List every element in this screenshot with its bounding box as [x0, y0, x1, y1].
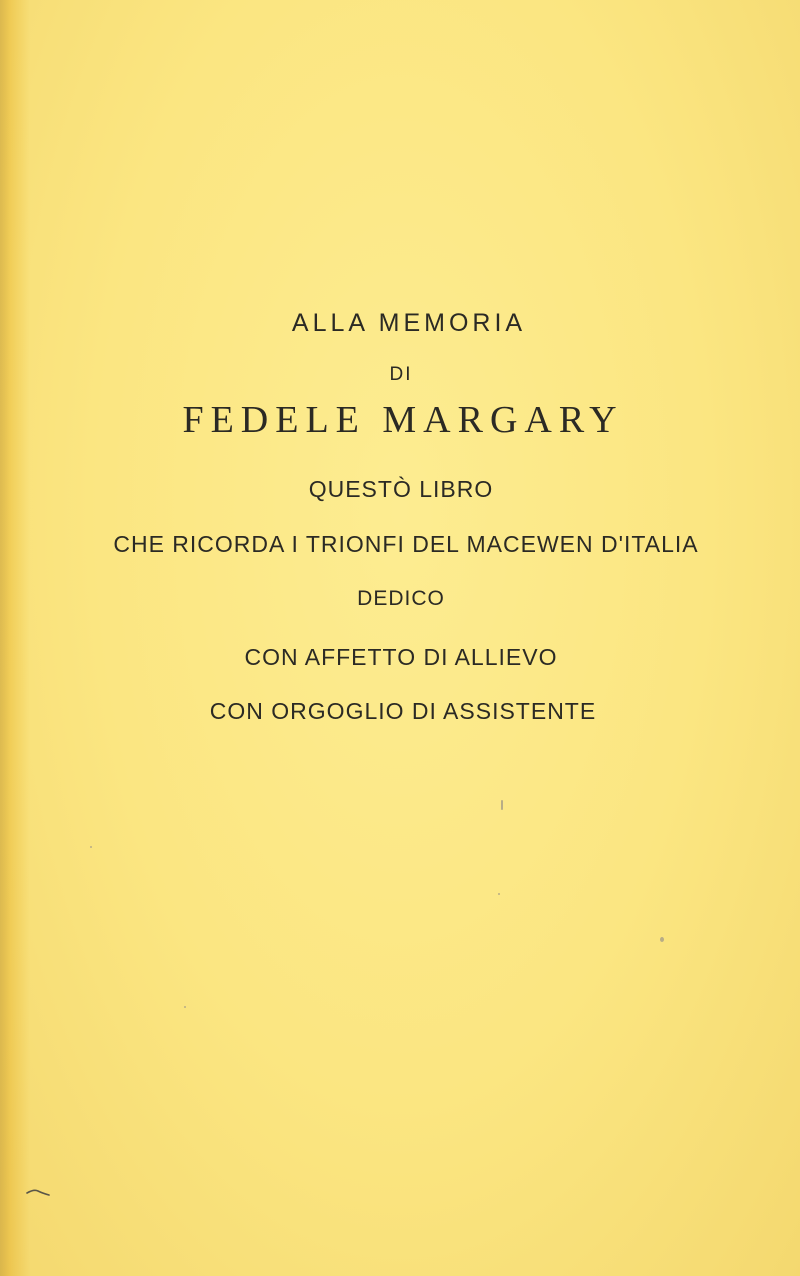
dedication-line-che-ricorda: CHE RICORDA I TRIONFI DEL MACEWEN D'ITALIA [113, 531, 699, 557]
dedication-line-questo-libro: QUESTÒ LIBRO [308, 476, 494, 502]
dedication-line-alla-memoria: ALLA MEMORIA [291, 309, 527, 337]
paper-speck [90, 846, 92, 848]
paper-speck [498, 893, 500, 895]
pencil-mark [26, 1187, 50, 1197]
paper-speck [660, 937, 664, 942]
dedication-line-di: DI [389, 364, 413, 385]
page-edge-shadow [0, 0, 10, 1276]
dedication-line-dedico: DEDICO [357, 587, 445, 610]
dedicatee-name: FEDELE MARGARY [182, 399, 624, 441]
dedication-line-con-affetto: CON AFFETTO DI ALLIEVO [244, 644, 558, 670]
paper-speck [184, 1006, 186, 1008]
paper-speck [501, 800, 503, 810]
dedication-line-con-orgoglio: CON ORGOGLIO DI ASSISTENTE [209, 698, 597, 724]
